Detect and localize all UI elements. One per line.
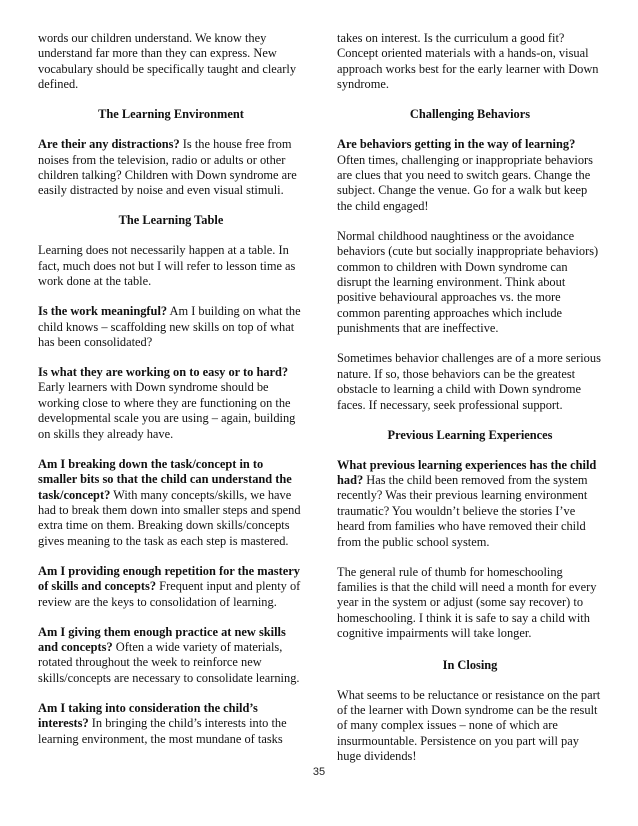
meaningful-question: Is the work meaningful? [38,304,168,319]
distractions-paragraph [38,137,304,199]
heading-learning-table: The Learning Table [118,213,224,228]
behaviors-question: Are behaviors getting in the way of learning? [337,137,576,152]
heading-challenging-behaviors: Challenging Behaviors [409,107,531,122]
interests-paragraph [38,701,304,747]
interests-text: In bringing the child’s interests into the learning environment, the most mundane of tasks [38,716,287,746]
distractions-text: Is the house free from noises from the television, radio or adults or other children talking? Children with Down syndrome are easily distracted by noise and even visual stimuli. [38,137,297,198]
behaviors-paragraph [337,137,603,214]
heading-learning-environment: The Learning Environment [98,107,244,122]
repetition-paragraph [38,564,304,610]
serious-behaviors-paragraph: Sometimes behavior challenges are of a more serious nature. If so, those behaviors can be the greatest obstacle to learning a child with Down syndrome faces. If necessary, seek professional support. [337,351,601,412]
practice-question: Am I giving them enough practice at new skills and concepts? [38,624,286,654]
learning-table-paragraph: Learning does not necessarily happen at a table. In fact, much does not but I will refer to lesson time as work done at the table. [38,243,296,289]
left-column [38,31,304,762]
breaking-down-paragraph [38,457,304,549]
distractions-question: Are their any distractions? [38,137,180,152]
closing-paragraph: What seems to be reluctance or resistance on the part of the learner with Down syndrome can be the result of many complex issues – none of which are insurmountable. Persistence on you part will pay huge dividends! [337,687,601,764]
heading-previous-learning: Previous Learning Experiences [387,427,553,442]
practice-paragraph [38,625,304,687]
naughtiness-paragraph: Normal childhood naughtiness or the avoidance behaviors (cute but socially inappropriate behaviors) common to children with Down syndrome can disrupt the learning environment. Think about positive behavioural approaches vs. the more common parenting approaches which include punishments that are ineffective. [337,228,599,336]
previous-text: Has the child been removed from the system recently? Was their previous learning environment traumatic? You wouldn’t believe the stories I’ve heard from families who have removed their child from the public school system. [337,472,588,549]
repetition-text: Frequent input and plenty of review are the keys to consolidation of learning. [38,579,301,609]
heading-in-closing: In Closing [442,657,498,672]
behaviors-text: Often times, challenging or inappropriate behaviors are clues that you need to switch gears. Change the subject. Change the venue. Go for a walk but keep the child engaged! [337,152,593,213]
practice-text: Often a wide variety of materials, rotated throughout the week to reinforce new skills/concepts are necessary to consolidate learning. [38,639,300,685]
easy-hard-question: Is what they are working on to easy or to hard? [38,365,289,380]
easy-hard-text: Early learners with Down syndrome should be working close to where they are functioning on the developmental scale you are using – again, building on skills they already have. [38,380,296,441]
easy-hard-paragraph [38,365,304,442]
page-number: 35 [312,766,326,778]
right-intro-paragraph: takes on interest. Is the curriculum a good fit? Concept oriented materials with a hands-on, visual approach works best for the early learner with Down syndrome. [337,31,599,92]
right-column [337,31,603,779]
meaningful-text: Am I building on what the child knows – scaffolding new skills on top of what has been consolidated? [38,304,301,350]
previous-paragraph [337,458,603,550]
breaking-down-text: With many concepts/skills, we have had to break them down into smaller steps and spend extra time on them. Breaking down skills/concepts gives meaning to the task as each step is mastered. [38,487,301,548]
repetition-question: Am I providing enough repetition for the mastery of skills and concepts? [38,563,300,594]
interests-question: Am I taking into consideration the child’s interests? [38,700,258,731]
breaking-down-question: Am I breaking down the task/concept in to smaller bits so that the child can understand the task/concept? [38,456,292,502]
meaningful-paragraph [38,304,304,350]
previous-question: What previous learning experiences has the child had? [337,457,597,487]
left-intro-paragraph: words our children understand. We know they understand far more than they can express. New vocabulary should be specifically taught and clearly defined. [38,31,297,92]
rule-of-thumb-paragraph: The general rule of thumb for homeschooling families is that the child will need a month for every year in the system or adjust (some say recover) to homeschooling. I think it is safe to say a child with cognitive impairments will take longer. [337,564,597,641]
